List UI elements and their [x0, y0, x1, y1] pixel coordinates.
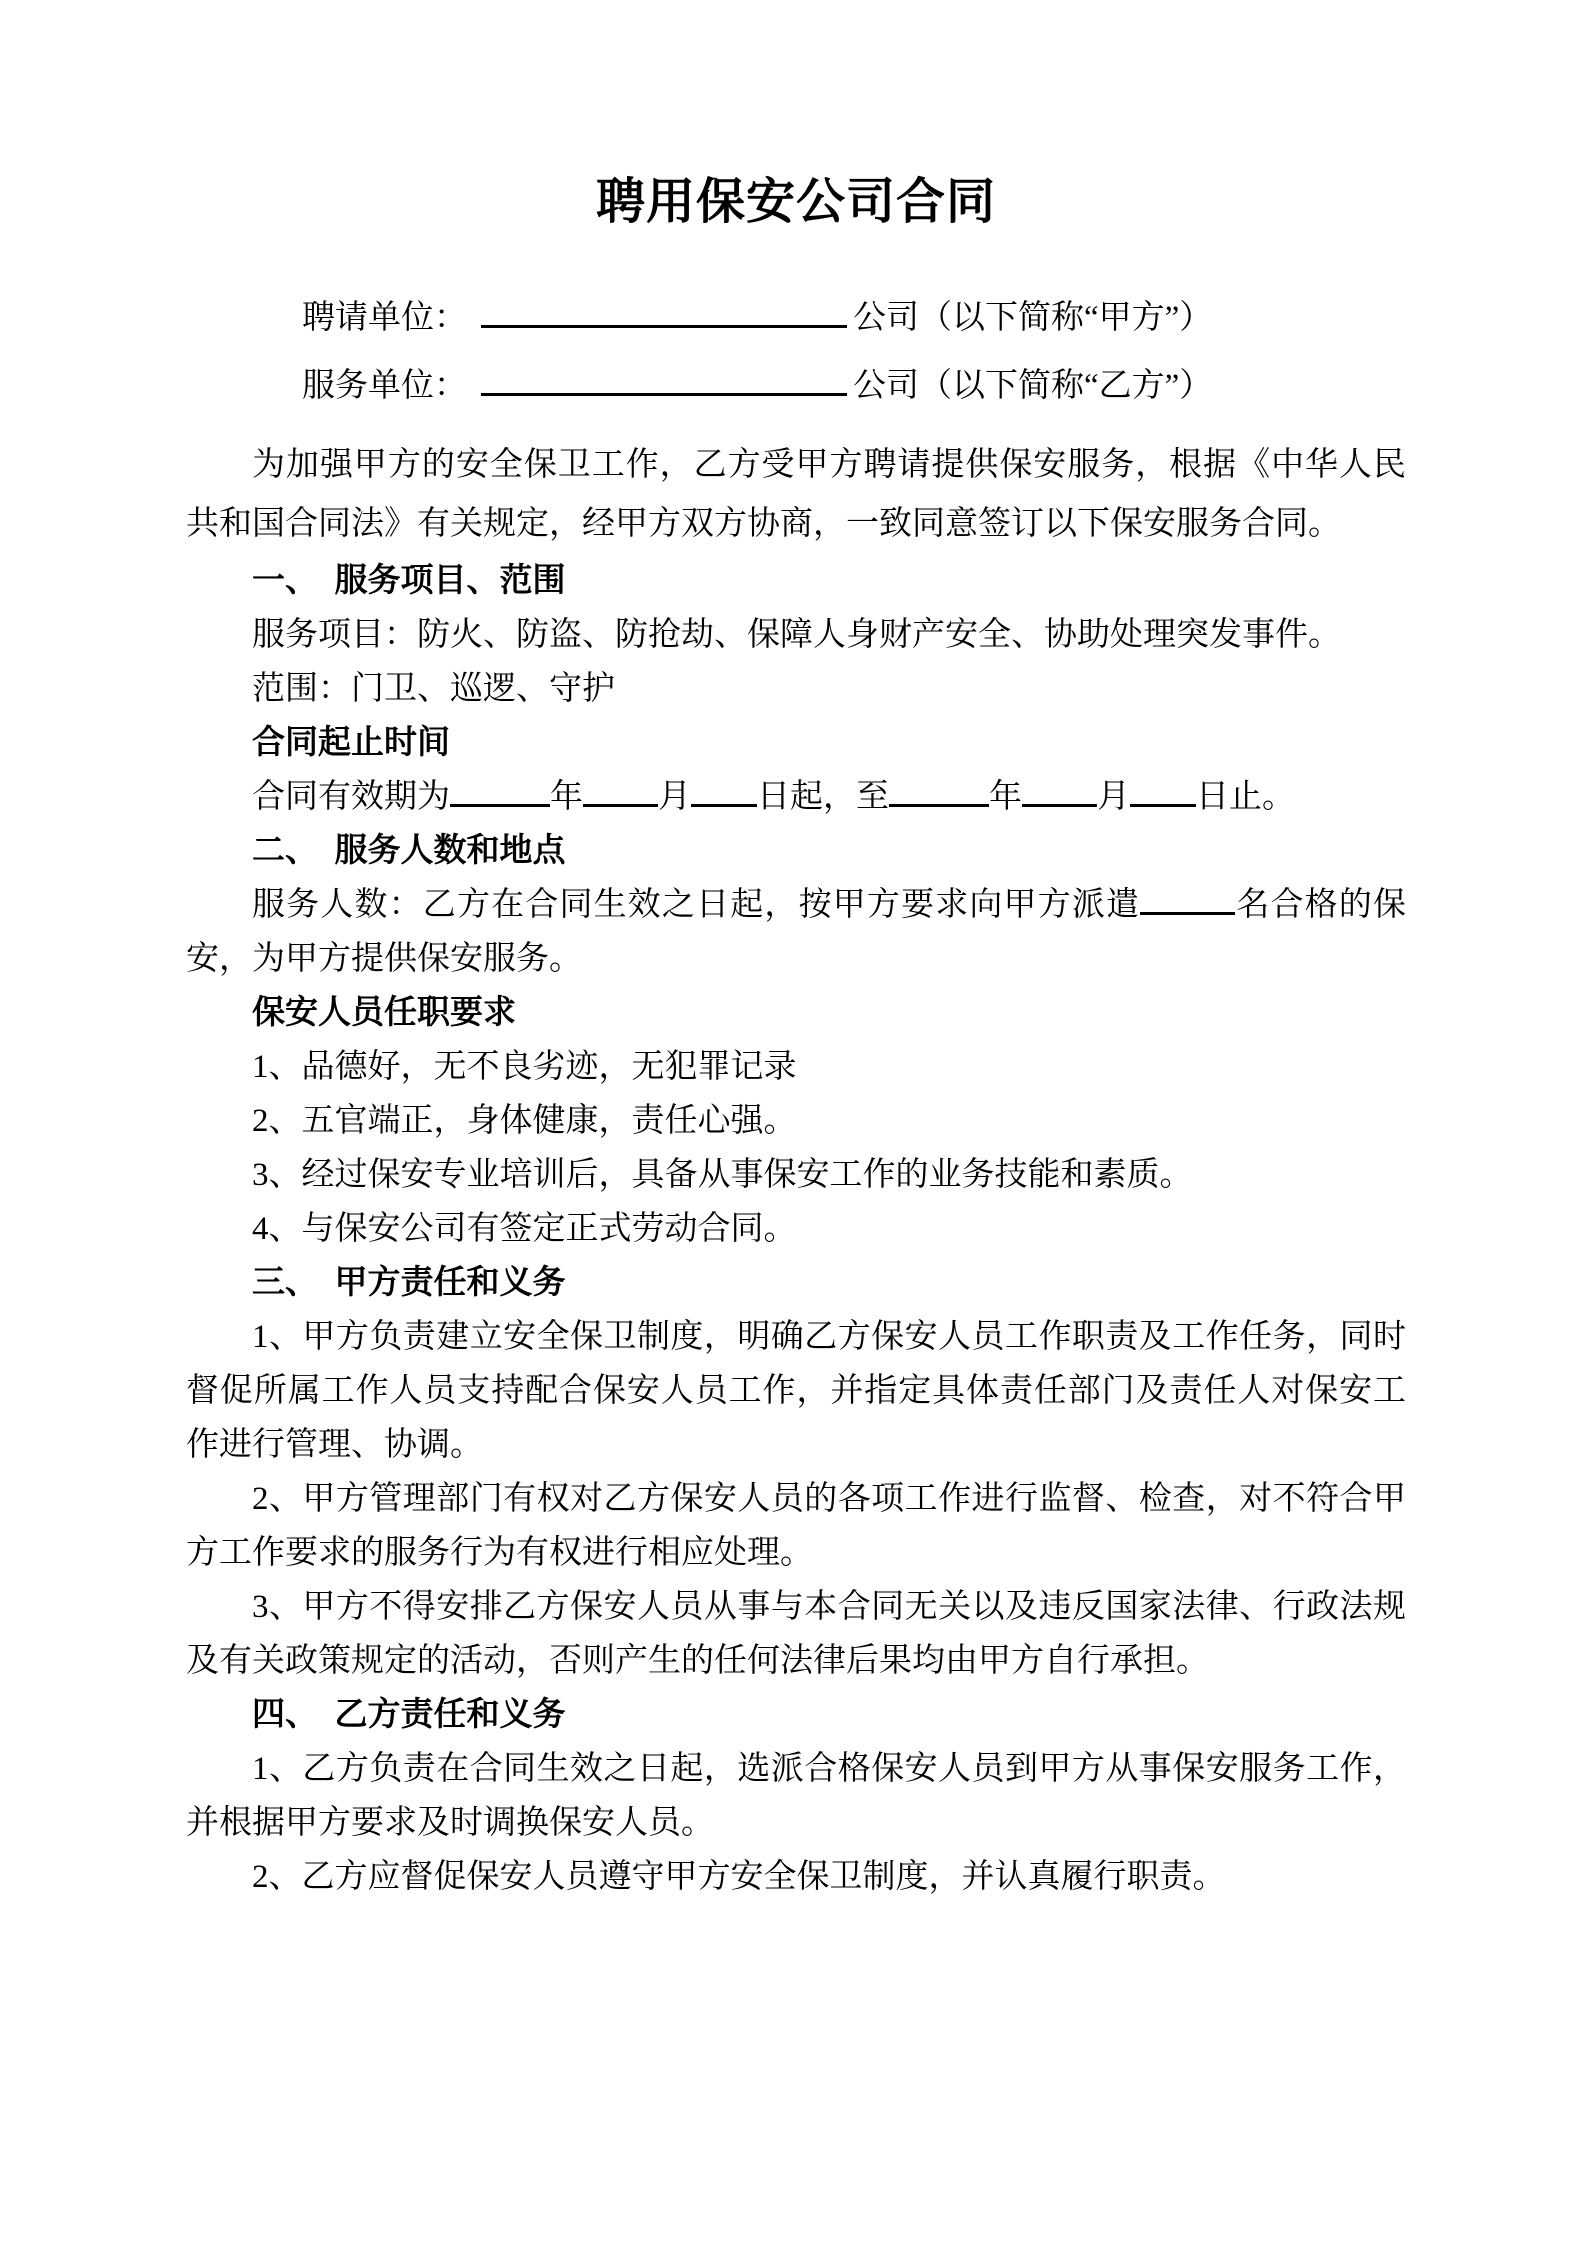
end-year-blank [889, 773, 989, 807]
party-line-provider [302, 352, 1406, 420]
staff-count-paragraph [186, 878, 1406, 986]
start-year-blank [450, 773, 550, 807]
service-scope-paragraph: 范围：门卫、巡逻、守护 [252, 671, 615, 707]
end-month-blank [1022, 773, 1097, 807]
section-4-heading: 四、 乙方责任和义务 [252, 1697, 566, 1733]
duration-heading: 合同起止时间 [252, 725, 450, 761]
service-items-paragraph: 服务项目：防火、防盗、防抢劫、保障人身财产安全、协助处理突发事件。 [252, 617, 1341, 653]
validity-prefix: 合同有效期为 [252, 779, 450, 815]
party-line-hirer [302, 284, 1406, 352]
requirement-item-3: 3、经过保安专业培训后，具备从事保安工作的业务技能和素质。 [252, 1157, 1193, 1193]
month-label-2: 月 [1097, 779, 1130, 815]
year-label-1: 年 [550, 779, 583, 815]
day-to-label: 日止。 [1196, 779, 1295, 815]
contract-body [186, 554, 1406, 1904]
party-a-clause-2: 2、甲方管理部门有权对乙方保安人员的各项工作进行监督、检查，对不符合甲方工作要求的服务行为有权进行相应处理。 [186, 1481, 1406, 1571]
provider-name-blank [481, 362, 847, 396]
end-day-blank [1130, 773, 1196, 807]
party-b-clause-1: 1、乙方负责在合同生效之日起，选派合格保安人员到甲方从事保安服务工作，并根据甲方要求及时调换保安人员。 [186, 1751, 1406, 1841]
hirer-label: 聘请单位： [302, 300, 467, 336]
hirer-suffix: 公司（以下简称“甲方”） [853, 300, 1213, 336]
staff-count-after: 名合格的保安，为甲方提供保安服务。 [186, 887, 1407, 977]
requirement-item-2: 2、五官端正，身体健康，责任心强。 [252, 1103, 797, 1139]
party-b-clause-2: 2、乙方应督促保安人员遵守甲方安全保卫制度，并认真履行职责。 [252, 1859, 1226, 1895]
validity-period-line [186, 770, 1406, 824]
hirer-name-blank [481, 294, 847, 328]
month-label-1: 月 [658, 779, 691, 815]
year-label-2: 年 [989, 779, 1022, 815]
requirements-heading: 保安人员任职要求 [252, 995, 516, 1031]
party-a-clause-1: 1、甲方负责建立安全保卫制度，明确乙方保安人员工作职责及工作任务，同时督促所属工作人员支持配合保安人员工作，并指定具体责任部门及责任人对保安工作进行管理、协调。 [186, 1319, 1406, 1463]
section-2-heading: 二、 服务人数和地点 [252, 833, 566, 869]
party-section [186, 284, 1406, 420]
section-1-heading: 一、 服务项目、范围 [252, 563, 566, 599]
staff-count-before: 服务人数：乙方在合同生效之日起，按甲方要求向甲方派遣 [252, 887, 1141, 923]
start-day-blank [691, 773, 757, 807]
section-3-heading: 三、 甲方责任和义务 [252, 1265, 566, 1301]
party-a-clause-3: 3、甲方不得安排乙方保安人员从事与本合同无关以及违反国家法律、行政法规及有关政策规定的活动，否则产生的任何法律后果均由甲方自行承担。 [186, 1589, 1406, 1679]
start-month-blank [583, 773, 658, 807]
staff-count-blank [1140, 881, 1235, 915]
intro-paragraph: 为加强甲方的安全保卫工作，乙方受甲方聘请提供保安服务，根据《中华人民共和国合同法》有关规定，经甲方双方协商，一致同意签订以下保安服务合同。 [186, 447, 1406, 542]
provider-suffix: 公司（以下简称“乙方”） [853, 368, 1213, 404]
day-from-label: 日起，至 [757, 779, 889, 815]
requirement-item-4: 4、与保安公司有签定正式劳动合同。 [252, 1211, 797, 1247]
provider-label: 服务单位： [302, 368, 467, 404]
contract-title: 聘用保安公司合同 [595, 175, 996, 229]
requirement-item-1: 1、品德好，无不良劣迹，无犯罪记录 [252, 1049, 797, 1085]
